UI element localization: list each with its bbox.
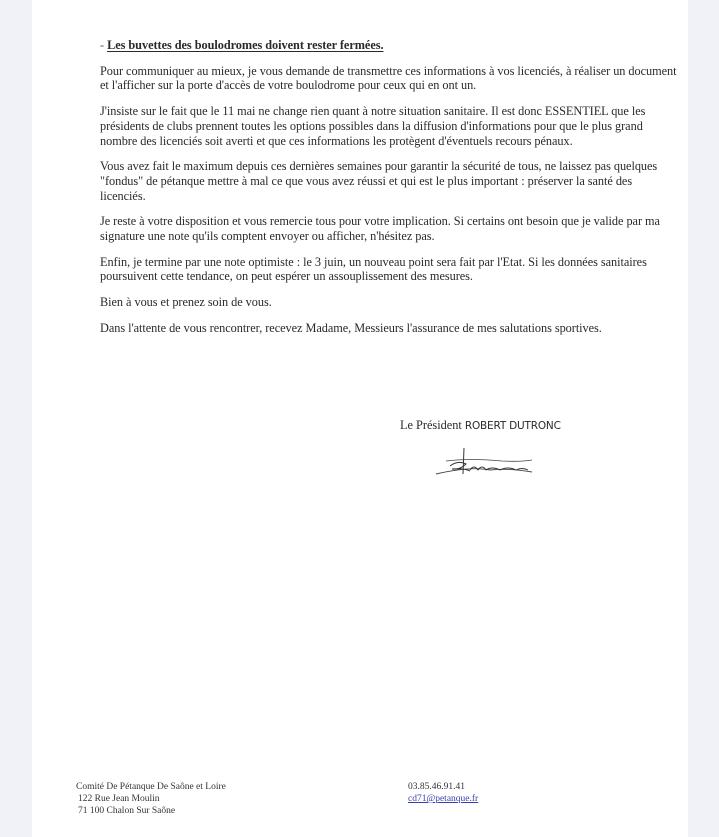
handwritten-signature-icon — [430, 444, 540, 484]
paragraph-safety: Vous avez fait le maximum depuis ces dernières semaines pour garantir la sécurité de tous, ne laissez pas quelques "fondus" de pétanque mettre à mal ce que vous avez réussi et qui est le plus important : préserver la santé des licenciés. — [100, 159, 658, 203]
paragraph-availability: Je reste à votre disposition et vous remercie tous pour votre implication. Si certains ont besoin que je valide par ma signature une note qu'ils comptent envoyer ou afficher, n'hésitez pas. — [100, 214, 660, 244]
footer-phone: 03.85.46.91.41 — [408, 782, 465, 792]
footer-street: 122 Rue Jean Moulin — [78, 794, 160, 804]
section-heading — [100, 38, 680, 53]
document-page — [32, 0, 688, 837]
footer-address — [76, 781, 226, 817]
paragraph-communication: Pour communiquer au mieux, je vous demande de transmettre ces informations à vos licenciés, à réaliser un document et l'afficher sur la porte d'accès de votre boulodrome pour ceux qui en ont un. — [100, 63, 677, 93]
footer-contact — [408, 781, 478, 805]
heading-dash: - — [100, 38, 108, 52]
paragraph-closing: Dans l'attente de vous rencontrer, recevez Madame, Messieurs l'assurance de mes salutations sportives. — [100, 320, 602, 335]
heading-title: Les buvettes des boulodromes doivent rester fermées. — [107, 38, 384, 52]
paragraph-sanitary-situation: J'insiste sur le fait que le 11 mai ne change rien quant à notre situation sanitaire. Il est donc ESSENTIEL que les présidents de clubs prennent toutes les options possibles dans la diffusion d'informations pour que le plus grand nombre des licenciés soit averti et que ces informations les protègent d'éventuels recours pénaux. — [100, 104, 646, 148]
letter-body — [100, 38, 680, 347]
footer-email-link[interactable]: cd71@petanque.fr — [408, 794, 479, 804]
paragraph-farewell: Bien à vous et prenez soin de vous. — [100, 295, 272, 310]
footer-city: 71 100 Chalon Sur Saône — [78, 806, 176, 816]
paragraph-optimistic-note: Enfin, je termine par une note optimiste : le 3 juin, un nouveau point sera fait par l'Etat. Si les données sanitaires poursuivent cette tendance, on peut espérer un assouplissement des mesures. — [100, 254, 647, 284]
signatory-line — [400, 418, 561, 433]
signatory-name: ROBERT DUTRONC — [464, 420, 561, 432]
signatory-role: Le Président — [400, 418, 465, 432]
footer-organization: Comité De Pétanque De Saône et Loire — [76, 782, 226, 792]
